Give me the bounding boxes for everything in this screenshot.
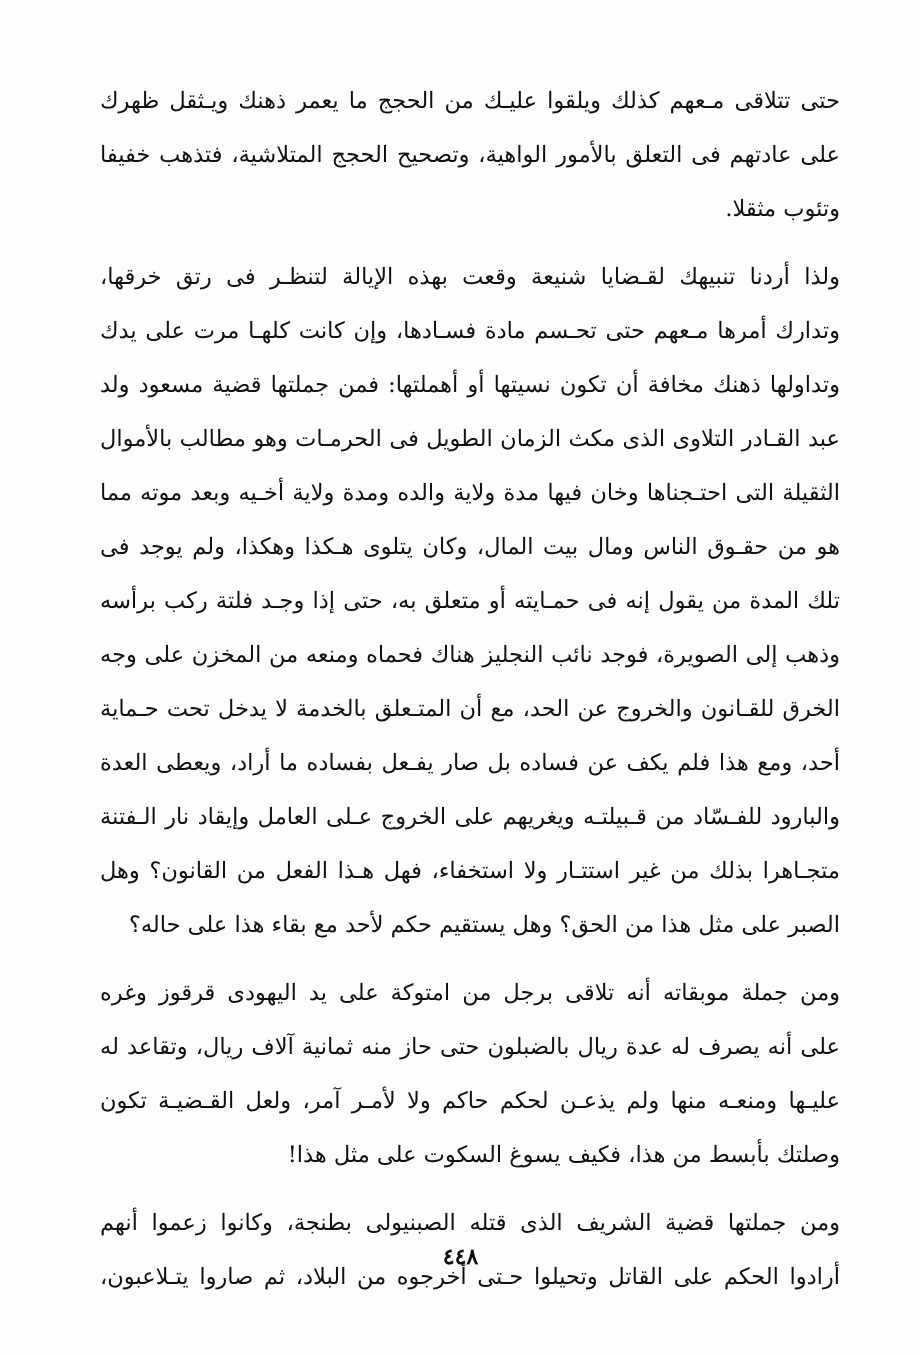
- text-line: والبارود للفـسّاد من قـبيلتـه ويغريهم على الخروج عـلى العامل وإيقاد نار الـفتنة: [100, 804, 840, 830]
- text-line: وتدارك أمرها مـعهم حتى تحـسم مادة فسـادها، وإن كانت كلهـا مرت على يدك: [100, 318, 840, 344]
- text-line: وتداولها ذهنك مخافة أن تكون نسيتها أو أهملتها: فمن جملتها قضية مسعود ولد: [100, 372, 840, 398]
- text-line: على عادتهم فى التعلق بالأمور الواهية، وتصحيح الحجج المتلاشية، فتذهب خفيفا: [100, 142, 840, 168]
- text-line: وصلتك بأبسط من هذا، فكيف يسوغ السكوت على مثل هذا!: [287, 1142, 840, 1168]
- text-line: الثقيلة التى احتـجناها وخان فيها مدة ولاية والده ومدة ولاية أخـيه وبعد موته مما: [100, 480, 840, 506]
- text-line: أحد، ومع هذا فلم يكف عن فساده بل صار يفـعل بفساده ما أراد، ويعطى العدة: [100, 750, 840, 776]
- text-line: متجـاهرا بذلك من غير استتـار ولا استخفاء، فهل هـذا الفعل من القانون؟ وهل: [100, 858, 840, 884]
- text-line: وذهب إلى الصويرة، فوجد نائب النجليز هناك فحماه ومنعه من المخزن على وجه: [100, 642, 840, 668]
- page-number: ٤٤٨: [442, 1244, 479, 1270]
- text-line: عليـها ومنعـه منها ولم يذعـن لحكم حاكم ولا لأمـر آمر، ولعل القـضيـة تكون: [100, 1088, 840, 1114]
- text-line: أرادوا الحكم على القاتل وتحيلوا حـتى أخرجوه من البلاد، ثم صاروا يتـلاعبون،: [100, 1264, 840, 1290]
- paragraph-2: [100, 250, 840, 952]
- text-line: حتى تتلاقى مـعهم كذلك ويلقوا عليـك من الحجج ما يعمر ذهنك ويـثقل ظهرك: [100, 88, 840, 114]
- paragraph-1: [100, 74, 840, 236]
- text-line: ومن جملتها قضية الشريف الذى قتله الصبنيولى بطنجة، وكانوا زعموا أنهم: [100, 1210, 840, 1236]
- text-line: الصبر على مثل هذا من الحق؟ وهل يستقيم حكم لأحد مع بقاء هذا على حاله؟: [128, 912, 840, 938]
- text-line: الخرق للقـانون والخروج عن الحد، مع أن المتـعلق بالخدمة لا يدخل تحت حـماية: [100, 696, 840, 722]
- text-line: ومن جملة موبقاته أنه تلاقى برجل من امتوكة على يد اليهودى قرقوز وغره: [100, 980, 840, 1006]
- body-text: [100, 74, 840, 1318]
- text-line: وتئوب مثقلا.: [725, 196, 840, 222]
- paragraph-3: [100, 966, 840, 1182]
- text-line: هو من حقـوق الناس ومال بيت المال، وكان يتلوى هـكذا وهكذا، ولم يوجد فى: [100, 534, 840, 560]
- text-line: على أنه يصرف له عدة ريال بالضبلون حتى حاز منه ثمانية آلاف ريال، وتقاعد له: [100, 1034, 840, 1060]
- text-line: ولذا أردنا تنبيهك لقـضايا شنيعة وقعت بهذه الإيالة لتنظـر فى رتق خرقها،: [100, 264, 840, 290]
- text-line: تلك المدة من يقول إنه فى حمـايته أو متعلق به، حتى إذا وجـد فلتة ركب برأسه: [100, 588, 840, 614]
- text-line: عبد القـادر التلاوى الذى مكث الزمان الطويل فى الحرمـات وهو مطالب بالأموال: [100, 426, 840, 452]
